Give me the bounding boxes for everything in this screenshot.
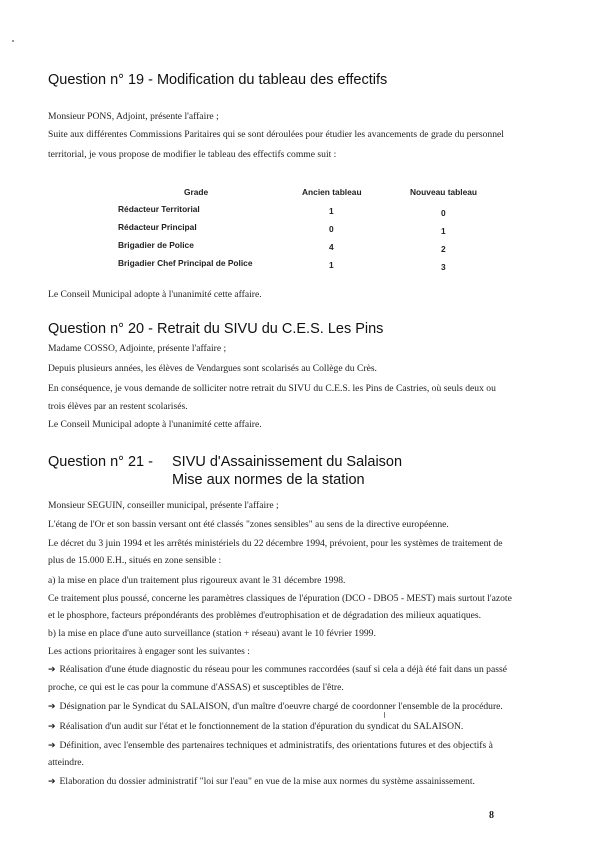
q21-line: L'étang de l'Or et son bassin versant ont été classés "zones sensibles" au sens de la directive européenne. [48, 519, 449, 530]
action-item: ➔ Réalisation d'un audit sur l'état et le fonctionnement de la station d'épuration du syndicat du SALAISON. [48, 721, 464, 732]
q21-line: et le phosphore, facteurs prépondérants des problèmes d'eutrophisation et de dégradation des milieux aquatiques. [48, 610, 482, 621]
action-item: ➔ Désignation par le Syndicat du SALAISON, d'un maître d'oeuvre chargé de coordonner l'ensemble de la procédure. [48, 701, 503, 712]
arrow-right-icon: ➔ [48, 665, 56, 675]
table-cell-grade: Brigadier Chef Principal de Police [118, 258, 253, 268]
table-cell-nouveau: 3 [441, 262, 446, 272]
table-header-grade: Grade [184, 187, 209, 197]
scan-speck [12, 40, 14, 42]
q20-line: Depuis plusieurs années, les élèves de Vendargues sont scolarisés au Collège du Crès. [48, 363, 377, 374]
table-cell-grade: Brigadier de Police [118, 240, 194, 250]
q20-line: Madame COSSO, Adjointe, présente l'affaire ; [48, 343, 227, 354]
q19-body-line: Suite aux différentes Commissions Paritaires qui se sont déroulées pour étudier les avancements de grade du personnel [48, 129, 504, 140]
q21-line: plus de 15.000 E.H., situés en zone sensible : [48, 555, 222, 566]
table-cell-nouveau: 0 [441, 208, 446, 218]
arrow-right-icon: ➔ [48, 722, 56, 732]
table-header-nouveau: Nouveau tableau [410, 187, 478, 197]
q19-intro: Monsieur PONS, Adjoint, présente l'affaire ; [48, 111, 219, 122]
q21-line: b) la mise en place d'une auto surveillance (station + réseau) avant le 10 février 1999. [48, 628, 376, 639]
table-cell-ancien: 1 [329, 260, 334, 270]
q20-line: Le Conseil Municipal adopte à l'unanimité cette affaire. [48, 419, 262, 430]
page-number: 8 [489, 810, 494, 821]
action-item: ➔ Définition, avec l'ensemble des partenaires techniques et administratifs, des orientations futures et des objectifs à [48, 740, 493, 751]
q21-line: Ce traitement plus poussé, concerne les paramètres classiques de l'épuration (DCO - DBO5 - MEST) mais surtout l'azote [48, 593, 512, 604]
q21-line: a) la mise en place d'un traitement plus rigoureux avant le 31 décembre 1998. [48, 575, 346, 586]
arrow-right-icon: ➔ [48, 702, 56, 712]
table-cell-ancien: 4 [329, 242, 334, 252]
q21-line: Les actions prioritaires à engager sont les suivantes : [48, 646, 250, 657]
q21-line: Monsieur SEGUIN, conseiller municipal, présente l'affaire ; [48, 500, 279, 511]
q21-line: Le décret du 3 juin 1994 et les arrêtés ministériels du 22 décembre 1994, prévoient, pour les systèmes de traitement de [48, 538, 503, 549]
action-item-continuation: proche, ce qui est le cas pour la commune d'ASSAS) et susceptibles de l'être. [48, 682, 344, 693]
q19-title: Question n° 19 - Modification du tableau des effectifs [48, 72, 388, 88]
action-item-continuation: atteindre. [48, 757, 84, 768]
action-item: ➔ Elaboration du dossier administratif "loi sur l'eau" en vue de la mise aux normes du système assainissement. [48, 776, 475, 787]
action-item: ➔ Réalisation d'une étude diagnostic du réseau pour les communes raccordées (sauf si cela a déjà été fait dans un passé [48, 664, 507, 675]
table-cell-ancien: 0 [329, 224, 334, 234]
table-cell-grade: Rédacteur Principal [118, 222, 197, 232]
q20-title: Question n° 20 - Retrait du SIVU du C.E.S. Les Pins [48, 321, 384, 337]
arrow-right-icon: ➔ [48, 741, 56, 751]
table-cell-nouveau: 2 [441, 244, 446, 254]
q19-conclusion: Le Conseil Municipal adopte à l'unanimité cette affaire. [48, 289, 262, 300]
table-cell-ancien: 1 [329, 206, 334, 216]
q21-title-prefix: Question n° 21 - [48, 454, 153, 470]
q19-body-line: territorial, je vous propose de modifier le tableau des effectifs comme suit : [48, 149, 337, 160]
q21-title-line2: Mise aux normes de la station [172, 472, 365, 488]
table-cell-nouveau: 1 [441, 226, 446, 236]
arrow-right-icon: ➔ [48, 777, 56, 787]
table-cell-grade: Rédacteur Territorial [118, 204, 200, 214]
q20-line: En conséquence, je vous demande de solliciter notre retrait du SIVU du C.E.S. les Pins de Castries, où seuls deux ou [48, 383, 496, 394]
table-header-ancien: Ancien tableau [302, 187, 362, 197]
q20-line: trois élèves par an restent scolarisés. [48, 401, 188, 412]
q21-title-line1: SIVU d'Assainissement du Salaison [172, 454, 403, 470]
